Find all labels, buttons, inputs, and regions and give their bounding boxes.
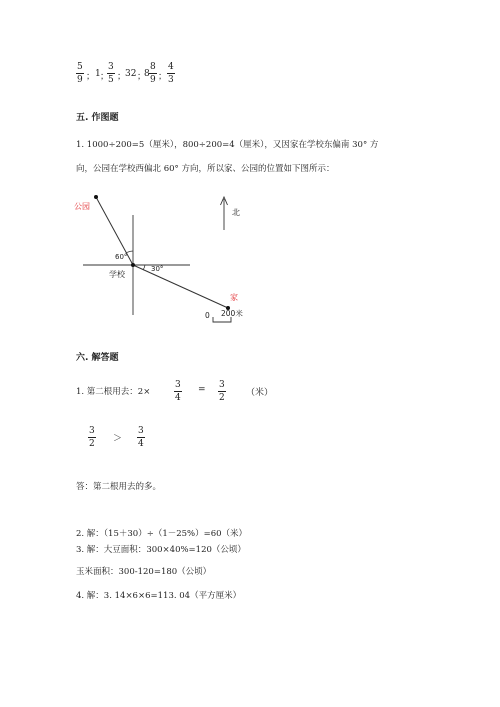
numerator: 8 — [150, 62, 156, 72]
solution-line: 2. 解：（15＋30）÷（1－25%）=60（米） — [76, 529, 248, 539]
numerator: 3 — [175, 380, 181, 390]
school-label: 学校 — [109, 270, 125, 279]
mixed-whole: 8 — [144, 69, 150, 79]
denominator: 2 — [89, 439, 95, 449]
school-point — [131, 263, 135, 267]
separator: ； — [86, 72, 96, 82]
fraction-bar — [174, 391, 182, 392]
separator: ； — [117, 72, 127, 82]
denominator: 9 — [150, 75, 156, 85]
fraction-3-4 — [137, 426, 145, 449]
separator: ； — [137, 72, 147, 82]
park-label: 公园 — [74, 202, 90, 211]
home-label: 家 — [230, 293, 238, 302]
scale-label: 200米 — [221, 309, 243, 318]
fraction-3-4 — [174, 380, 182, 403]
numerator: 3 — [108, 62, 114, 72]
fraction-bar — [218, 391, 226, 392]
answer-value: 1 — [95, 69, 101, 79]
fraction-bar — [88, 437, 96, 438]
solution-line: 玉米面积：300-120=180（公顷） — [76, 567, 212, 577]
fraction-3-2 — [88, 426, 96, 449]
q1-prefix: 1. 第二根用去：2× — [76, 387, 151, 397]
separator: ； — [100, 72, 110, 82]
denominator: 4 — [175, 393, 181, 403]
numerator: 5 — [77, 62, 83, 72]
angle-arc-30 — [143, 265, 145, 270]
scale-zero-label: 0 — [205, 311, 210, 320]
angle-60-label: 60° — [115, 253, 128, 261]
home-line — [133, 265, 228, 308]
park-point — [94, 195, 98, 199]
separator: ； — [158, 72, 168, 82]
solution-line: 1. 1000÷200=5（厘米），800÷200=4（厘米），又因家在学校东偏南 30° 方 — [76, 140, 379, 150]
answer-value: 32 — [125, 69, 137, 79]
greater-than-sign: ＞ — [113, 434, 123, 444]
unit-label: （米） — [246, 388, 274, 398]
fraction-bar — [137, 437, 145, 438]
denominator: 3 — [168, 75, 174, 85]
equals-sign: = — [198, 385, 206, 395]
answer-line: 答：第二根用去的多。 — [76, 482, 162, 492]
solution-line: 3. 解：大豆面积：300×40%=120（公顷） — [76, 545, 246, 555]
section-title: 六. 解答题 — [76, 353, 119, 363]
numerator: 3 — [219, 380, 225, 390]
denominator: 4 — [138, 439, 144, 449]
north-label: 北 — [232, 208, 240, 217]
denominator: 9 — [77, 75, 83, 85]
denominator: 2 — [219, 393, 225, 403]
numerator: 4 — [168, 62, 174, 72]
section-title: 五. 作图题 — [76, 113, 119, 123]
angle-30-label: 30° — [151, 265, 164, 273]
numerator: 3 — [89, 426, 95, 436]
numerator: 3 — [138, 426, 144, 436]
denominator: 5 — [108, 75, 114, 85]
solution-line: 向，公园在学校西偏北 60° 方向，所以家、公园的位置如下图所示： — [76, 164, 335, 174]
solution-line: 4. 解：3. 14×6×6=113. 04（平方厘米） — [76, 591, 242, 601]
fraction-3-2 — [218, 380, 226, 403]
